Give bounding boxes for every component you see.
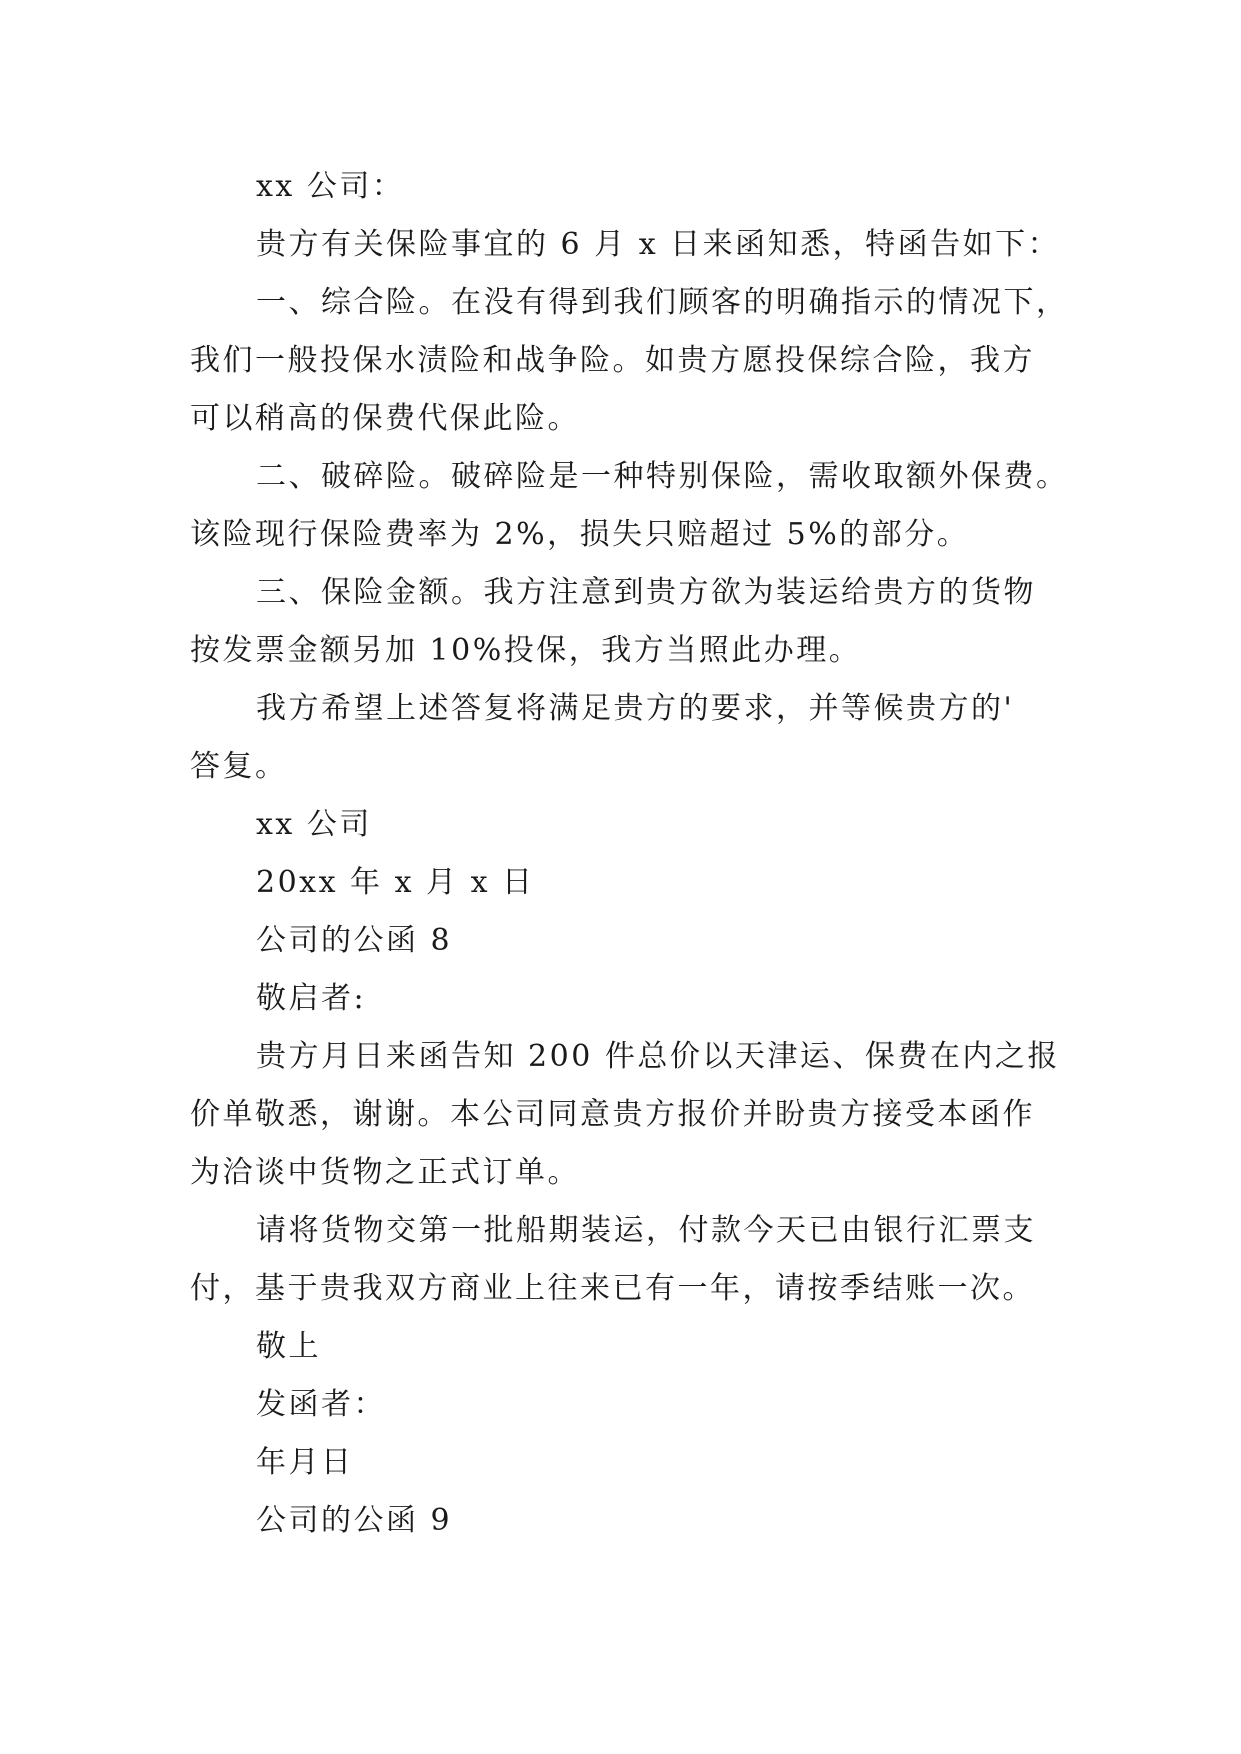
paragraph-line: 答复。 <box>190 749 288 784</box>
paragraph-line: 按发票金额另加 10%投保，我方当照此办理。 <box>190 633 862 668</box>
salutation: xx 公司： <box>256 169 405 204</box>
paragraph-line: 一、综合险。在没有得到我们顾客的明确指示的情况下， <box>256 285 1069 320</box>
date-label: 年月日 <box>256 1445 354 1480</box>
paragraph-line: 价单敬悉，谢谢。本公司同意贵方报价并盼贵方接受本函作 <box>190 1097 1035 1132</box>
paragraph-line: 为洽谈中货物之正式订单。 <box>190 1155 580 1190</box>
closing: 敬上 <box>256 1329 321 1364</box>
signature-date: 20xx 年 x 月 x 日 <box>256 865 535 900</box>
paragraph-line: 该险现行保险费率为 2%，损失只赔超过 5%的部分。 <box>190 517 970 552</box>
paragraph-line: 我们一般投保水渍险和战争险。如贵方愿投保综合险，我方 <box>190 343 1035 378</box>
paragraph-line: 请将货物交第一批船期装运，付款今天已由银行汇票支 <box>256 1213 1036 1248</box>
paragraph-line: 二、破碎险。破碎险是一种特别保险，需收取额外保费。 <box>256 459 1069 494</box>
paragraph-line: 贵方有关保险事宜的 6 月 x 日来函知悉，特函告如下： <box>256 227 1061 262</box>
paragraph-line: 付，基于贵我双方商业上往来已有一年，请按季结账一次。 <box>190 1271 1035 1306</box>
signature-company: xx 公司 <box>256 807 372 842</box>
salutation: 敬启者: <box>256 981 367 1016</box>
sender-label: 发函者： <box>256 1387 386 1422</box>
section-title: 公司的公函 9 <box>256 1503 453 1538</box>
paragraph-line: 贵方月日来函告知 200 件总价以天津运、保费在内之报 <box>256 1039 1060 1074</box>
paragraph-line: 三、保险金额。我方注意到贵方欲为装运给贵方的货物 <box>256 575 1036 610</box>
paragraph-line: 我方希望上述答复将满足贵方的要求，并等候贵方的' <box>256 691 1015 726</box>
section-title: 公司的公函 8 <box>256 923 453 958</box>
paragraph-line: 可以稍高的保费代保此险。 <box>190 401 580 436</box>
